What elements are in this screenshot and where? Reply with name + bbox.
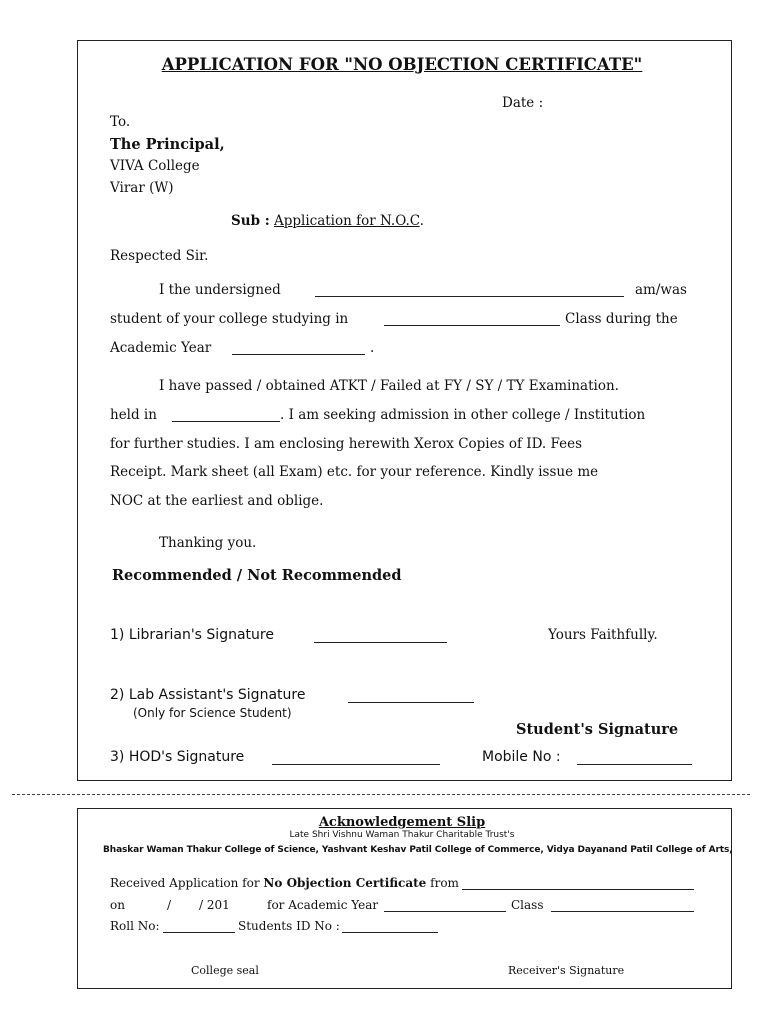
slip-academic-year-blank[interactable] — [384, 911, 506, 912]
lab-assistant-signature-blank[interactable] — [348, 702, 474, 703]
hod-signature-blank[interactable] — [272, 764, 440, 765]
yours-faithfully: Yours Faithfully. — [548, 627, 658, 643]
principal-label: The Principal, — [110, 136, 225, 153]
college-place: Virar (W) — [110, 180, 174, 196]
academic-year-label: for Academic Year — [267, 898, 379, 912]
held-in-blank[interactable] — [172, 421, 280, 422]
p2-line4: Receipt. Mark sheet (all Exam) etc. for your reference. Kindly issue me — [110, 464, 599, 480]
college-name: VIVA College — [110, 158, 200, 174]
recommendation-label: Recommended / Not Recommended — [112, 567, 402, 584]
date-slash-1: / — [167, 898, 172, 912]
lab-assistant-signature-label: 2) Lab Assistant's Signature — [110, 687, 306, 703]
class-label: Class — [511, 898, 544, 912]
on-label: on — [110, 898, 125, 912]
to-label: To. — [110, 114, 131, 130]
student-signature-label: Student's Signature — [516, 721, 679, 738]
mobile-label: Mobile No : — [482, 749, 561, 765]
student-id-blank[interactable] — [342, 932, 438, 933]
p2-line3: for further studies. I am enclosing herewith Xerox Copies of ID. Fees — [110, 436, 583, 452]
received-line — [110, 876, 459, 890]
p1-period: . — [370, 340, 375, 356]
p1-undersigned: I the undersigned — [159, 282, 281, 298]
received-label: Received Application for — [110, 876, 260, 890]
p1-studying: student of your college studying in — [110, 311, 349, 327]
subject-line — [231, 213, 424, 229]
salutation: Respected Sir. — [110, 248, 209, 264]
receiver-signature-label: Receiver's Signature — [508, 964, 625, 977]
p2-held-in: held in — [110, 407, 157, 423]
roll-no-blank[interactable] — [163, 932, 235, 933]
from-label: from — [430, 876, 459, 890]
subject-period: . — [419, 213, 424, 229]
librarian-signature-label: 1) Librarian's Signature — [110, 627, 274, 643]
from-blank[interactable] — [462, 889, 694, 890]
p2-line1: I have passed / obtained ATKT / Failed at FY / SY / TY Examination. — [159, 378, 619, 394]
form-title: APPLICATION FOR "NO OBJECTION CERTIFICATE" — [161, 55, 643, 74]
p1-amwas: am/was — [635, 282, 687, 298]
class-blank[interactable] — [384, 325, 560, 326]
student-id-label: Students ID No : — [238, 919, 340, 933]
slip-title: Acknowledgement Slip — [318, 815, 486, 830]
science-student-note: (Only for Science Student) — [133, 706, 292, 720]
slip-class-blank[interactable] — [551, 911, 694, 912]
academic-year-blank[interactable] — [232, 354, 365, 355]
college-seal-label: College seal — [191, 964, 259, 977]
p2-line5: NOC at the earliest and oblige. — [110, 493, 324, 509]
p1-academic-year: Academic Year — [110, 340, 212, 356]
hod-signature-label: 3) HOD's Signature — [110, 749, 245, 765]
date-label: Date : — [502, 95, 544, 111]
date-slash-2: / 201 — [199, 898, 230, 912]
p1-class-during: Class during the — [565, 311, 678, 327]
thanking-text: Thanking you. — [159, 535, 257, 551]
subject-label: Sub : — [231, 213, 270, 229]
p2-line2-rest: . I am seeking admission in other college / Institution — [280, 407, 646, 423]
roll-no-label: Roll No: — [110, 919, 160, 933]
mobile-blank[interactable] — [577, 764, 692, 765]
librarian-signature-blank[interactable] — [314, 642, 447, 643]
name-blank[interactable] — [315, 296, 624, 297]
cut-line — [12, 794, 750, 795]
trust-name: Late Shri Vishnu Waman Thakur Charitable Trust's — [289, 830, 515, 840]
subject-text: Application for N.O.C — [273, 213, 420, 229]
college-names: Bhaskar Waman Thakur College of Science, Yashvant Keshav Patil College of Commerce, Vidya Dayanand Patil College of Arts, — [103, 845, 733, 855]
noc-label: No Objection Certificate — [263, 876, 427, 890]
